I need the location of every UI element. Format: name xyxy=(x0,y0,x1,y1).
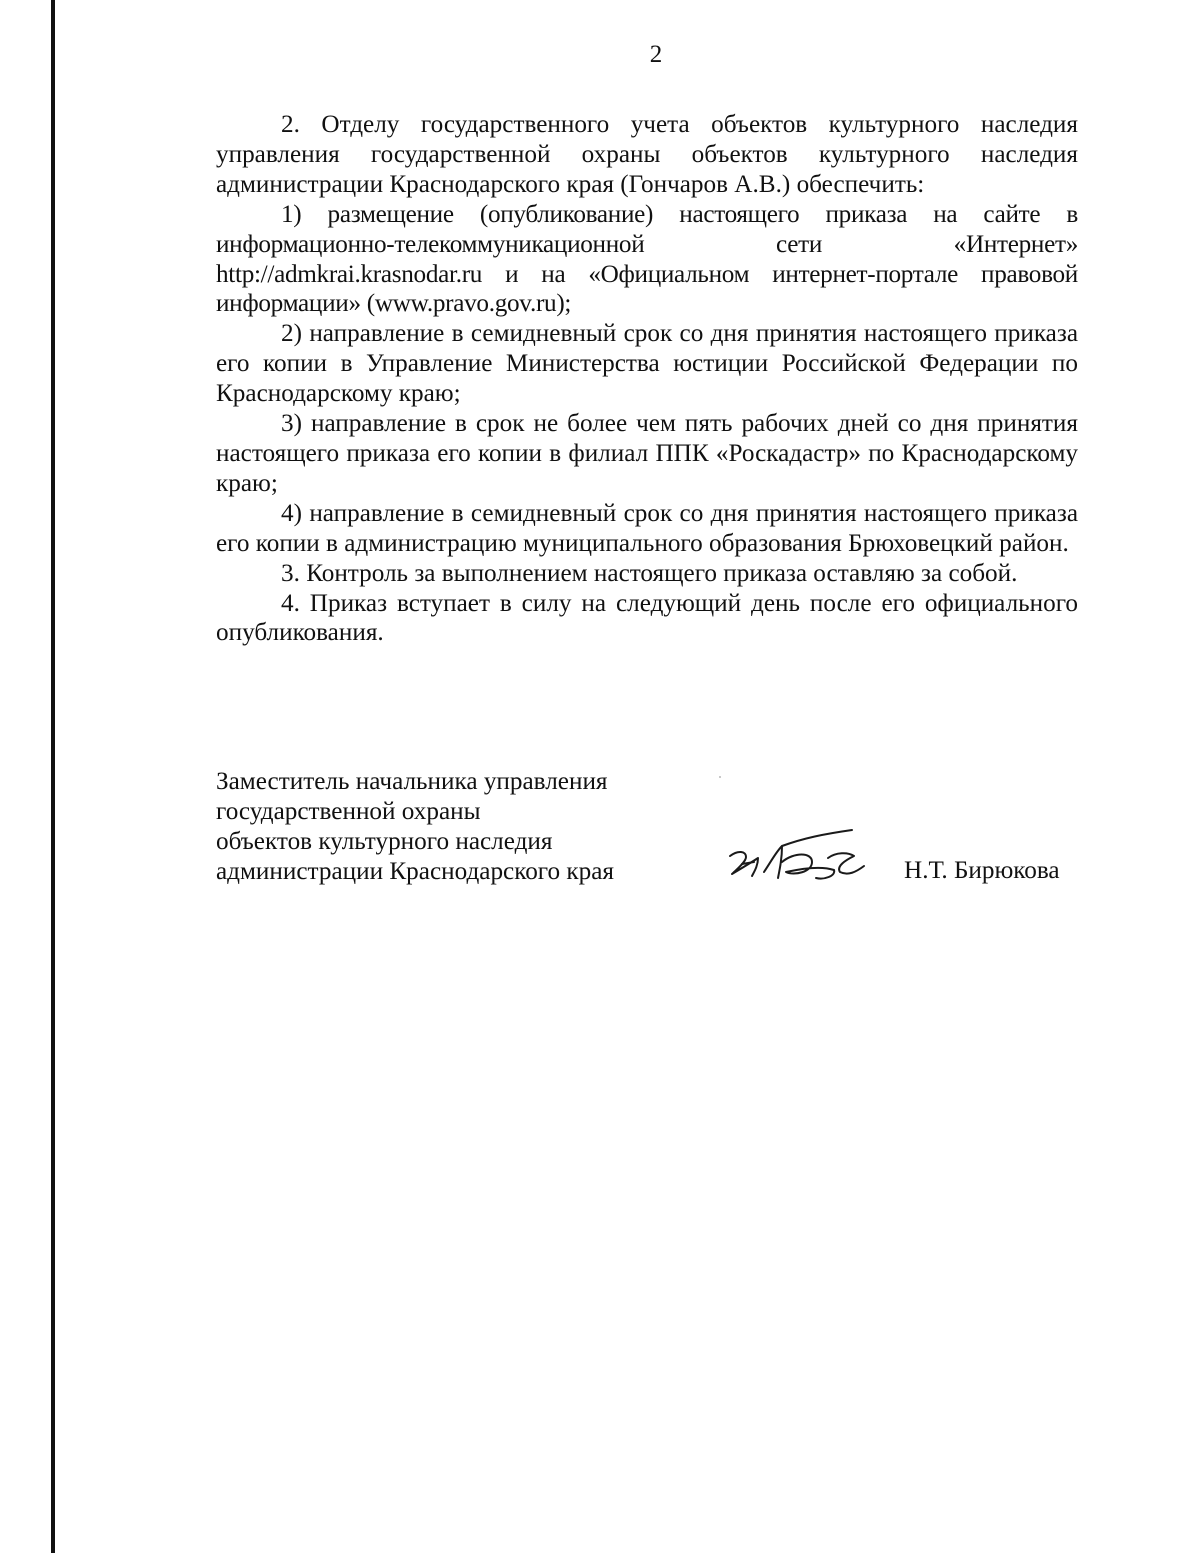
paragraph-item-4: 4. Приказ вступает в силу на следующий день после его официального опубликования. xyxy=(216,589,1078,647)
paragraph-item-3: 3. Контроль за выполнением настоящего приказа оставляю за собой. xyxy=(281,559,1018,587)
position-line: объектов культурного наследия xyxy=(216,827,553,855)
position-line: администрации Краснодарского края xyxy=(216,857,614,885)
page-number: 2 xyxy=(649,41,663,68)
paragraph-subitem-1: 1) размещение (опубликование) настоящего приказа на сайте в информационно-телекоммуникационной сети «Интернет» http://admkrai.krasnodar.ru и на «Официальном интернет-портале правовой информации» (www.pravo.gov.ru); xyxy=(216,200,1078,318)
paragraph-subitem-4: 4) направление в семидневный срок со дня принятия настоящего приказа его копии в администрацию муниципального образования Брюховецкий район. xyxy=(216,499,1078,557)
handwritten-signature xyxy=(724,822,870,888)
position-line: Заместитель начальника управления xyxy=(216,768,608,795)
scan-border-line xyxy=(51,0,55,1553)
position-line: государственной охраны xyxy=(216,797,481,825)
paragraph-item-2: 2. Отделу государственного учета объектов культурного наследия управления государственной охраны объектов культурного наследия администрации Краснодарского края (Гончаров А.В.) обеспечить: xyxy=(216,111,1078,198)
paragraph-subitem-2: 2) направление в семидневный срок со дня принятия настоящего приказа его копии в Управление Министерства юстиции Российской Федерации по Краснодарскому краю; xyxy=(216,320,1078,408)
order-body xyxy=(216,110,1078,648)
scan-speck xyxy=(719,776,721,778)
paragraph-subitem-3: 3) направление в срок не более чем пять рабочих дней со дня принятия настоящего приказа его копии в филиал ППК «Роскадастр» по Краснодарскому краю; xyxy=(216,410,1078,497)
signatory-name: Н.Т. Бирюкова xyxy=(904,857,1060,884)
